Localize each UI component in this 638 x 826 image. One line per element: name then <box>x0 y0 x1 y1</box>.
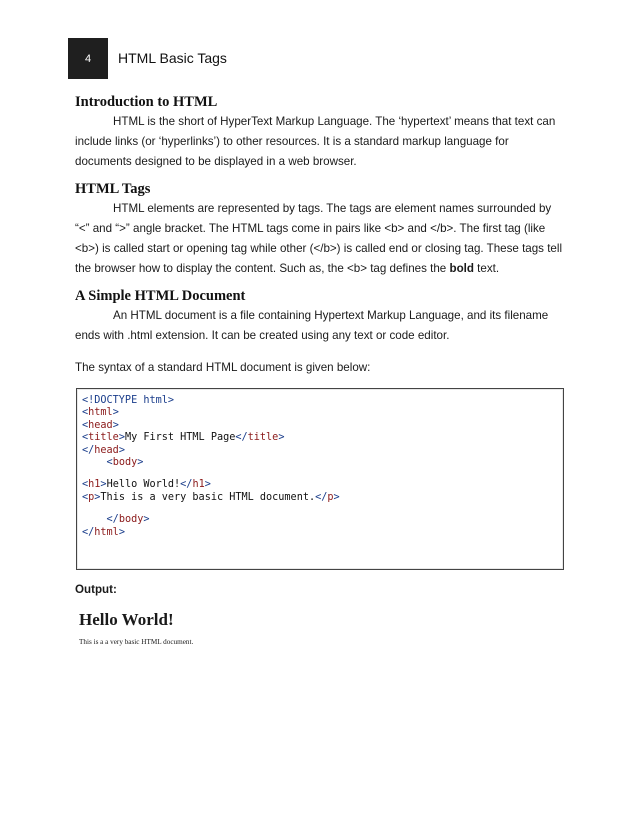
code-tag: body <box>112 456 138 468</box>
code-line: </head> <box>82 444 125 456</box>
text-line: text. <box>473 262 500 275</box>
code-line: <head> <box>82 419 119 431</box>
code-tag: p <box>88 491 95 503</box>
section-introduction <box>75 92 567 172</box>
code-tag: h1 <box>192 479 205 491</box>
output-heading: Hello World! <box>79 610 174 629</box>
section-heading: A Simple HTML Document <box>75 288 246 304</box>
section-paragraph <box>75 306 567 346</box>
text-line: documents designed to be displayed in a web browser. <box>75 155 357 168</box>
code-line: </html> <box>82 526 125 538</box>
code-tag: html <box>88 407 113 419</box>
code-text: Hello World! <box>106 479 181 491</box>
code-tag: p <box>327 491 334 503</box>
code-line: <html> <box>82 407 119 419</box>
text-line: browser how to display the content. Such as, the <b> tag defines the <box>94 262 450 275</box>
syntax-intro: The syntax of a standard HTML document is given below: <box>75 361 371 374</box>
code-line <box>82 395 563 407</box>
section-heading: HTML Tags <box>75 181 151 197</box>
output-label: Output: <box>75 583 117 596</box>
code-text: My First HTML Page <box>124 432 236 444</box>
output-paragraph: This is a a very basic HTML document. <box>79 638 194 646</box>
running-title: HTML Basic Tags <box>118 50 227 66</box>
code-tag: title <box>88 432 119 444</box>
bold-word: bold <box>449 262 474 275</box>
code-tag: title <box>247 432 279 444</box>
text-line: An HTML document is a file containing Hypertext Markup Language, and its filename <box>113 309 549 322</box>
code-block <box>76 388 564 570</box>
text-line: called start or opening tag while other (</b>) is called end or closing tag. These tags tell the <box>75 242 563 275</box>
text-line: ends with .html extension. It can be created using any text or code editor. <box>75 329 450 342</box>
code-line: <p>This is a very basic HTML document.</p> <box>82 491 340 503</box>
code-tag: head <box>94 444 119 456</box>
code-line: <body> <box>106 456 144 468</box>
page-number-box <box>68 38 108 79</box>
code-line: <title>My First HTML Page</title> <box>82 432 285 444</box>
code-line: <h1>Hello World!</h1> <box>82 479 211 491</box>
text-line: and “>” angle bracket. The HTML tags come in pairs like <b> and </b>. The first tag (like <b>) is <box>75 222 546 255</box>
text-line: HTML elements are represented by tags. The tags are element names surrounded by “<” <box>75 202 552 235</box>
section-simple-document <box>75 286 567 346</box>
page-number: 4 <box>84 52 92 65</box>
text-line: HTML is the short of HyperText Markup Language. The ‘hypertext’ means that text can <box>113 115 556 128</box>
page-content <box>75 92 567 646</box>
code-doctype: <!DOCTYPE html> <box>82 395 175 406</box>
code-text: This is a very basic HTML document. <box>100 491 316 503</box>
code-tag: body <box>118 514 144 526</box>
section-paragraph <box>75 199 567 279</box>
code-line: </body> <box>106 514 150 526</box>
section-heading: Introduction to HTML <box>75 94 218 110</box>
text-line: include links (or ‘hyperlinks’) to other resources. It is a standard markup language for <box>75 135 509 148</box>
code-tag: h1 <box>88 479 101 491</box>
section-html-tags <box>75 179 567 279</box>
code-tag: html <box>94 526 119 538</box>
section-paragraph <box>75 112 567 172</box>
code-tag: head <box>88 419 113 431</box>
